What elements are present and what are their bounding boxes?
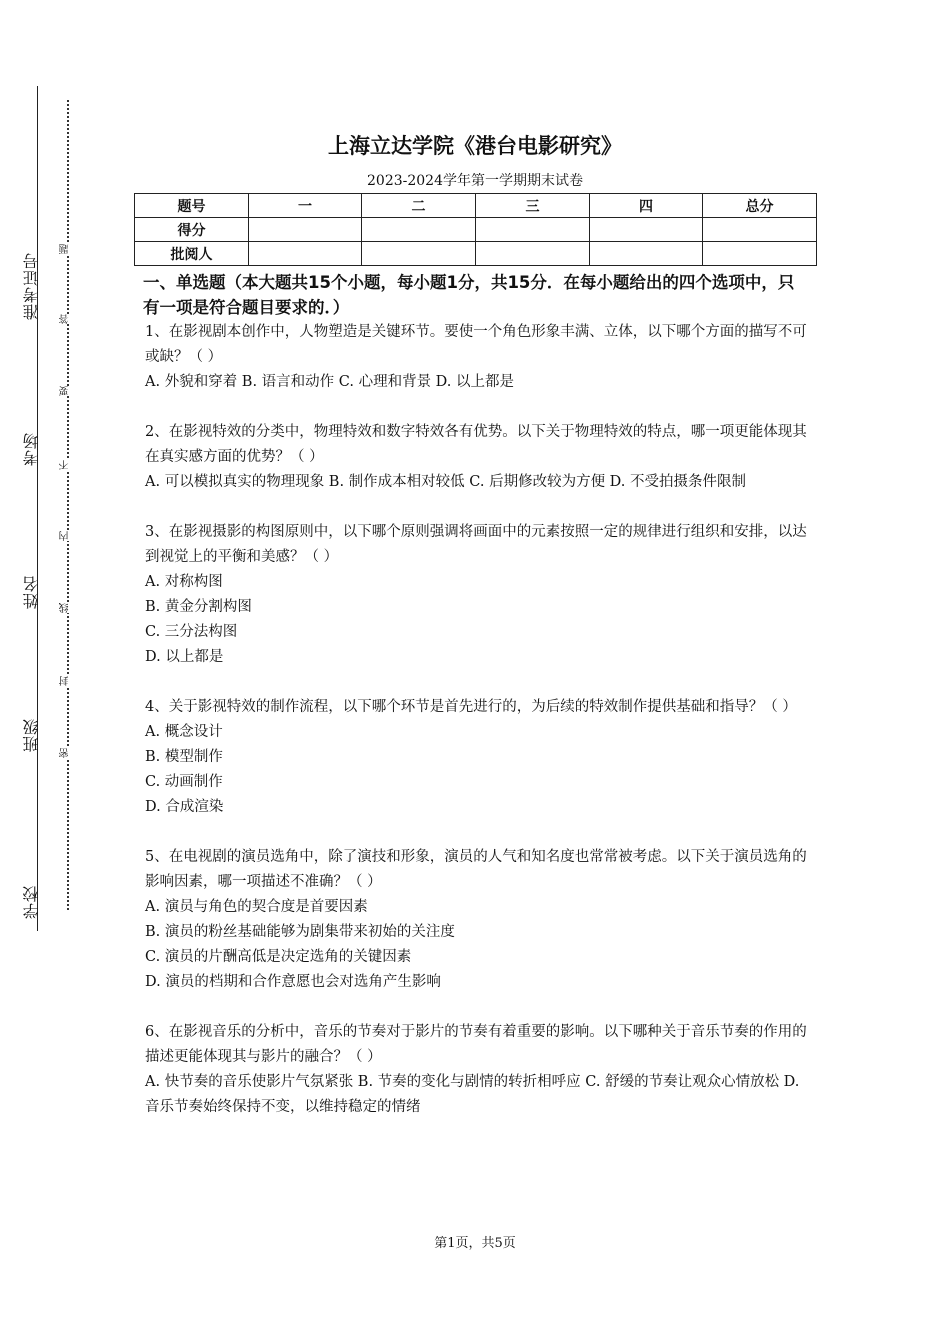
question-6 [145,1020,810,1120]
question-stem: 4、关于影视特效的制作流程，以下哪个环节是首先进行的，为后续的特效制作提供基础和指导？（ ） [145,699,797,715]
question-option: A. 外貌和穿着 B. 语言和动作 C. 心理和背景 D. 以上都是 [145,374,515,390]
question-option: C. 三分法构图 [145,624,238,640]
question-stem: 5、在电视剧的演员选角中，除了演技和形象，演员的人气和知名度也常常被考虑。以下关于演员选角的影响因素，哪一项描述不准确？（ ） [145,849,807,890]
question-option: D. 以上都是 [145,649,224,665]
score-col-header: 一 [249,194,362,218]
score-cell [476,218,590,242]
score-cell [249,218,362,242]
question-option: B. 演员的粉丝基础能够为剧集带来初始的关注度 [145,924,455,940]
question-option: A. 演员与角色的契合度是首要因素 [145,899,368,915]
question-stem: 1、在影视剧本创作中，人物塑造是关键环节。要使一个角色形象丰满、立体，以下哪个方面的描写不可或缺？（ ） [145,324,807,365]
score-col-header: 三 [476,194,590,218]
question-2 [145,420,810,495]
question-option: C. 演员的片酬高低是决定选角的关键因素 [145,949,412,965]
exam-number-field: 准考证号 [22,252,41,320]
score-table [134,193,817,266]
question-1 [145,320,810,395]
question-option: A. 快节奏的音乐使影片气氛紧张 B. 节奏的变化与剧情的转折相呼应 C. 舒缓的节奏让观众心情放松 D. 音乐节奏始终保持不变，以维持稳定的情绪 [145,1074,800,1115]
question-option: C. 动画制作 [145,774,223,790]
question-option: D. 合成渲染 [145,799,224,815]
grader-cell [703,242,817,266]
score-col-header: 总分 [703,194,817,218]
grader-cell [362,242,476,266]
section-title: 一、单选题（本大题共15个小题，每小题1分，共15分．在每小题给出的四个选项中，只有一项是符合题目要求的．） [143,273,795,317]
question-stem: 6、在影视音乐的分析中，音乐的节奏对于影片的节奏有着重要的影响。以下哪种关于音乐节奏的作用的描述更能体现其与影片的融合？（ ） [145,1024,807,1065]
score-col-header: 二 [362,194,476,218]
exam-content [145,270,810,1120]
seal-char: 密 [59,748,75,758]
score-col-header: 四 [590,194,703,218]
exam-subtitle: 2023-2024学年第一学期期末试卷 [367,173,583,189]
seal-dotted-line [67,100,69,910]
seal-char: 要 [59,386,75,396]
page-footer: 第1页，共5页 [434,1236,516,1251]
seal-char: 不 [59,460,75,470]
exam-title: 上海立达学院《港台电影研究》 [328,134,622,158]
question-option: D. 演员的档期和合作意愿也会对选角产生影响 [145,974,441,990]
question-stem: 2、在影视特效的分类中，物理特效和数字特效各有优势。以下关于物理特效的特点，哪一项更能体现其在真实感方面的优势？（ ） [145,424,807,465]
question-5 [145,845,810,995]
class-field: 班级 [22,718,41,752]
question-option: A. 对称构图 [145,574,223,590]
score-col-header: 题号 [135,194,249,218]
name-field: 姓名 [22,575,41,609]
score-table-header-row [135,194,817,218]
score-cell [590,218,703,242]
question-option: A. 概念设计 [145,724,223,740]
question-4 [145,695,810,820]
grader-row-label: 批阅人 [135,242,249,266]
seal-char: 答 [59,314,75,324]
question-3 [145,520,810,670]
seal-char: 封 [59,676,75,686]
exam-room-field: 考场 [22,432,41,466]
score-row [135,218,817,242]
seal-char: 线 [59,603,75,613]
school-field: 学校 [22,885,41,919]
seal-char: 内 [59,531,75,541]
question-stem: 3、在影视摄影的构图原则中，以下哪个原则强调将画面中的元素按照一定的规律进行组织和安排，以达到视觉上的平衡和美感？（ ） [145,524,807,565]
grader-cell [590,242,703,266]
binding-line [37,86,38,931]
score-row-label: 得分 [135,218,249,242]
score-cell [703,218,817,242]
grader-cell [476,242,590,266]
score-cell [362,218,476,242]
question-option: B. 黄金分割构图 [145,599,252,615]
grader-row [135,242,817,266]
question-option: A. 可以模拟真实的物理现象 B. 制作成本相对较低 C. 后期修改较为方便 D. 不受拍摄条件限制 [145,474,747,490]
seal-char: 题 [59,244,75,254]
question-option: B. 模型制作 [145,749,223,765]
grader-cell [249,242,362,266]
